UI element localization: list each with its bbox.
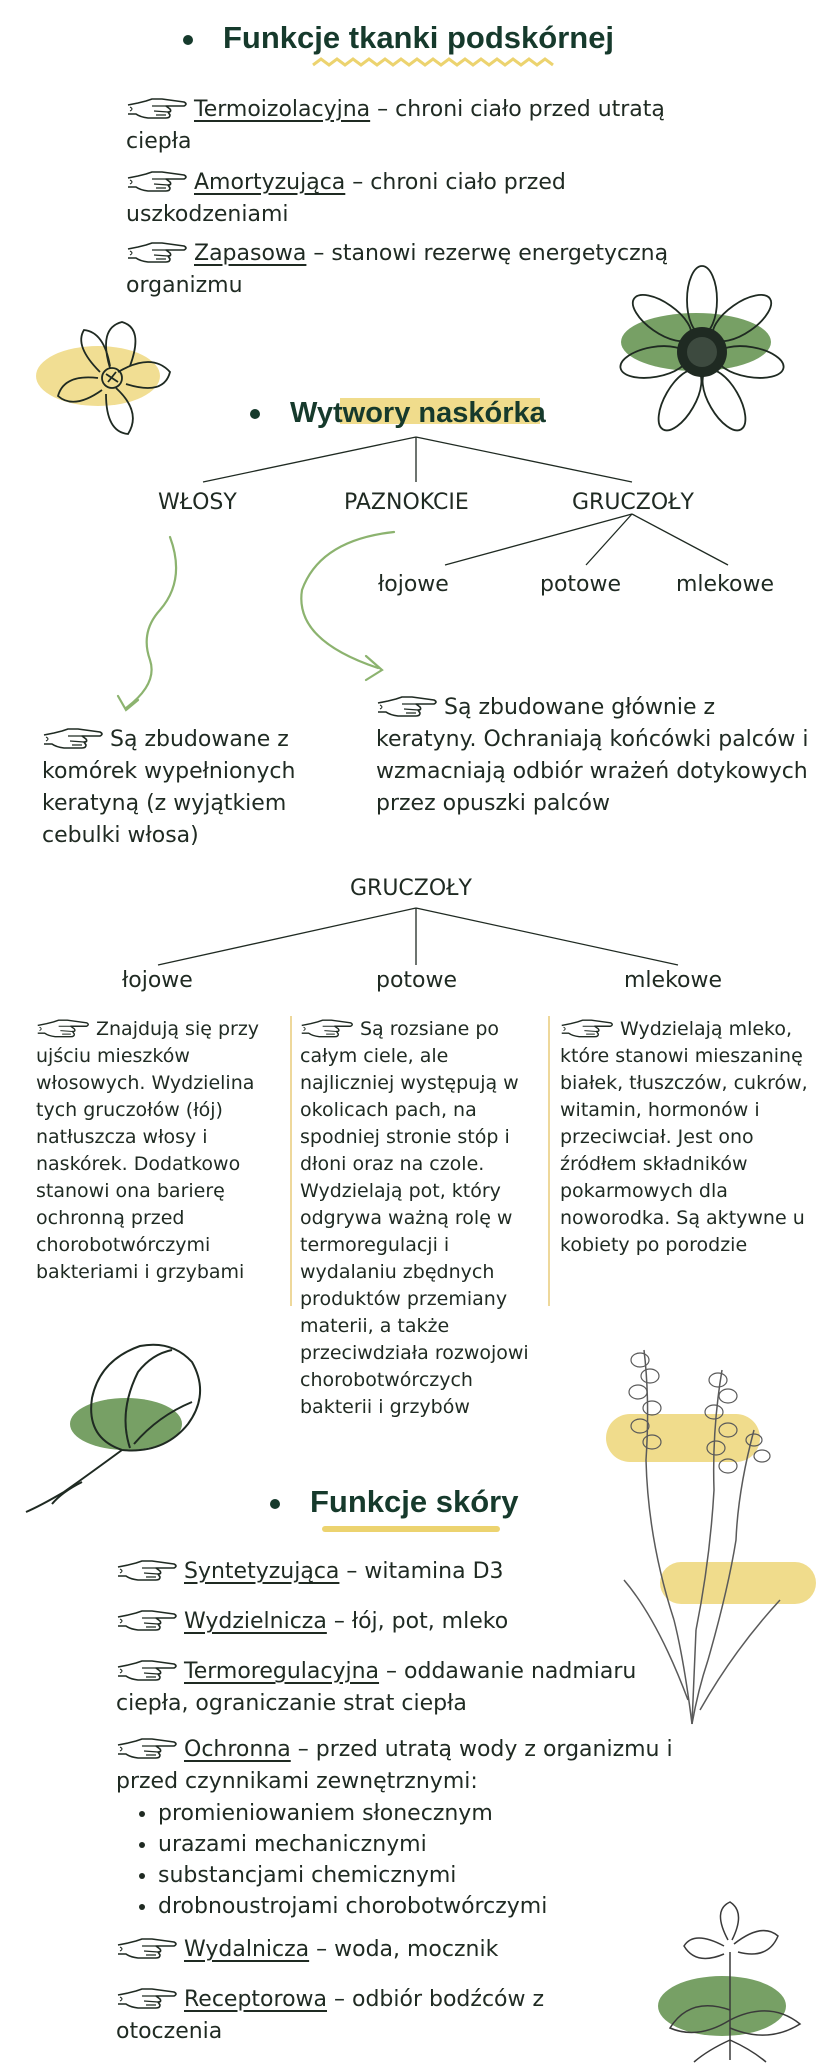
flower-bud-illustration-icon <box>22 1332 212 1522</box>
protection-factors-list <box>116 1798 676 1922</box>
pointing-hand-icon <box>116 1936 178 1960</box>
pointing-hand-icon <box>116 1558 178 1582</box>
function-term: Amortyzująca <box>194 170 346 195</box>
function-desc: – przed utratą wody z organizmu i przed czynnikami zewnętrznymi: <box>116 1737 673 1794</box>
pointing-hand-icon <box>116 1986 178 2010</box>
wlosy-desc-text: Są zbudowane z komórek wypełnionych keratyną (z wyjątkiem cebulki włosa) <box>42 727 296 848</box>
list-item <box>116 1984 636 2048</box>
function-desc: – łój, pot, mleko <box>326 1609 509 1634</box>
column-desc-text: Znajdują się przy ujściu mieszków włosowych. Wydzielina tych gruczołów (łój) natłuszcza włosy i naskórek. Dodatkowo stanowi ona barierę ochronną przed chorobotwórczymi bakteriami i grzybami <box>36 1018 260 1283</box>
function-desc: – oddawanie nadmiaru ciepła, ograniczanie strat ciepła <box>116 1659 637 1716</box>
pointing-hand-icon <box>36 1017 90 1039</box>
lily-illustration-icon <box>650 1900 820 2065</box>
section2-title: Wytwory naskórka <box>290 397 546 429</box>
function-term: Termoizolacyjna <box>194 97 371 122</box>
pointing-hand-icon <box>300 1017 354 1039</box>
subnode-lojowe: łojowe <box>378 572 449 597</box>
function-desc: – odbiór bodźców z otoczenia <box>116 1987 545 2044</box>
list-bullet: • drobnoustrojami chorobotwórczymi <box>158 1891 676 1922</box>
title-underline <box>322 1526 500 1532</box>
list-item <box>116 1606 696 1638</box>
function-desc: – stanowi rezerwę energetyczną organizmu <box>126 241 669 298</box>
column-mlekowe: mlekowe <box>624 968 723 993</box>
pointing-hand-icon <box>116 1736 178 1760</box>
section-heading-skin <box>270 1484 518 1520</box>
list-item <box>116 1556 696 1588</box>
function-desc: – chroni ciało przed uszkodzeniami <box>126 170 566 227</box>
list-bullet: • urazami mechanicznymi <box>158 1829 676 1860</box>
column-desc-potowe <box>300 1016 540 1421</box>
list-item <box>116 1934 676 1966</box>
bullet-dot <box>270 1499 280 1509</box>
function-desc: – witamina D3 <box>339 1559 504 1584</box>
column-desc-text: Wydzielają mleko, które stanowi mieszaninę białek, tłuszczów, cukrów, witamin, hormonów i przeciwciał. Jest ono źródłem składników pokarmowych dla noworodka. Są aktywne u kobiety po porodzie <box>560 1018 808 1256</box>
section1-title: Funkcje tkanki podskórnej <box>223 20 615 55</box>
function-desc: – chroni ciało przed utratą ciepła <box>126 97 665 154</box>
function-term: Ochronna <box>184 1737 291 1762</box>
section4-title: Funkcje skóry <box>310 1484 519 1519</box>
function-term: Wydzielnicza <box>184 1609 327 1634</box>
function-term: Syntetyzująca <box>184 1559 340 1584</box>
pointing-hand-icon <box>116 1608 178 1632</box>
function-desc: – woda, mocznik <box>309 1937 499 1962</box>
node-wlosy: WŁOSY <box>158 490 237 515</box>
paznokcie-desc-text: Są zbudowane głównie z keratyny. Ochraniają końcówki palców i wzmacniają odbiór wrażeń dotykowych przez opuszki palców <box>376 695 809 816</box>
column-desc-text: Są rozsiane po całym ciele, ale najliczniej występują w okolicach pach, na spodniej stronie stóp i dłoni oraz na czole. Wydzielają pot, który odgrywa ważną rolę w termoregulacji i wydalaniu zbędnych produktów przemiany materii, a także przeciwdziała rozwojowi chorobotwórczych bakterii i grzybów <box>300 1018 529 1418</box>
column-desc-lojowe <box>36 1016 284 1286</box>
column-divider <box>290 1016 292 1306</box>
node-paznokcie: PAZNOKCIE <box>344 490 469 515</box>
function-term: Zapasowa <box>194 241 307 266</box>
function-term: Receptorowa <box>184 1987 328 2012</box>
pointing-hand-icon <box>560 1017 614 1039</box>
list-item <box>116 1734 676 1922</box>
column-desc-mlekowe <box>560 1016 820 1259</box>
list-item <box>116 1656 676 1720</box>
subnode-mlekowe: mlekowe <box>676 572 775 597</box>
list-bullet: • promieniowaniem słonecznym <box>158 1798 676 1829</box>
column-lojowe: łojowe <box>122 968 193 993</box>
list-bullet: • substancjami chemicznymi <box>158 1860 676 1891</box>
node-gruczoly: GRUCZOŁY <box>572 490 694 515</box>
function-term: Termoregulacyjna <box>184 1659 380 1684</box>
gruczoly-connectors <box>0 0 828 980</box>
gruczoly-title: GRUCZOŁY <box>350 876 472 901</box>
column-divider <box>548 1016 550 1306</box>
function-term: Wydalnicza <box>184 1937 310 1962</box>
column-potowe: potowe <box>376 968 458 993</box>
subnode-potowe: potowe <box>540 572 622 597</box>
pointing-hand-icon <box>116 1658 178 1682</box>
